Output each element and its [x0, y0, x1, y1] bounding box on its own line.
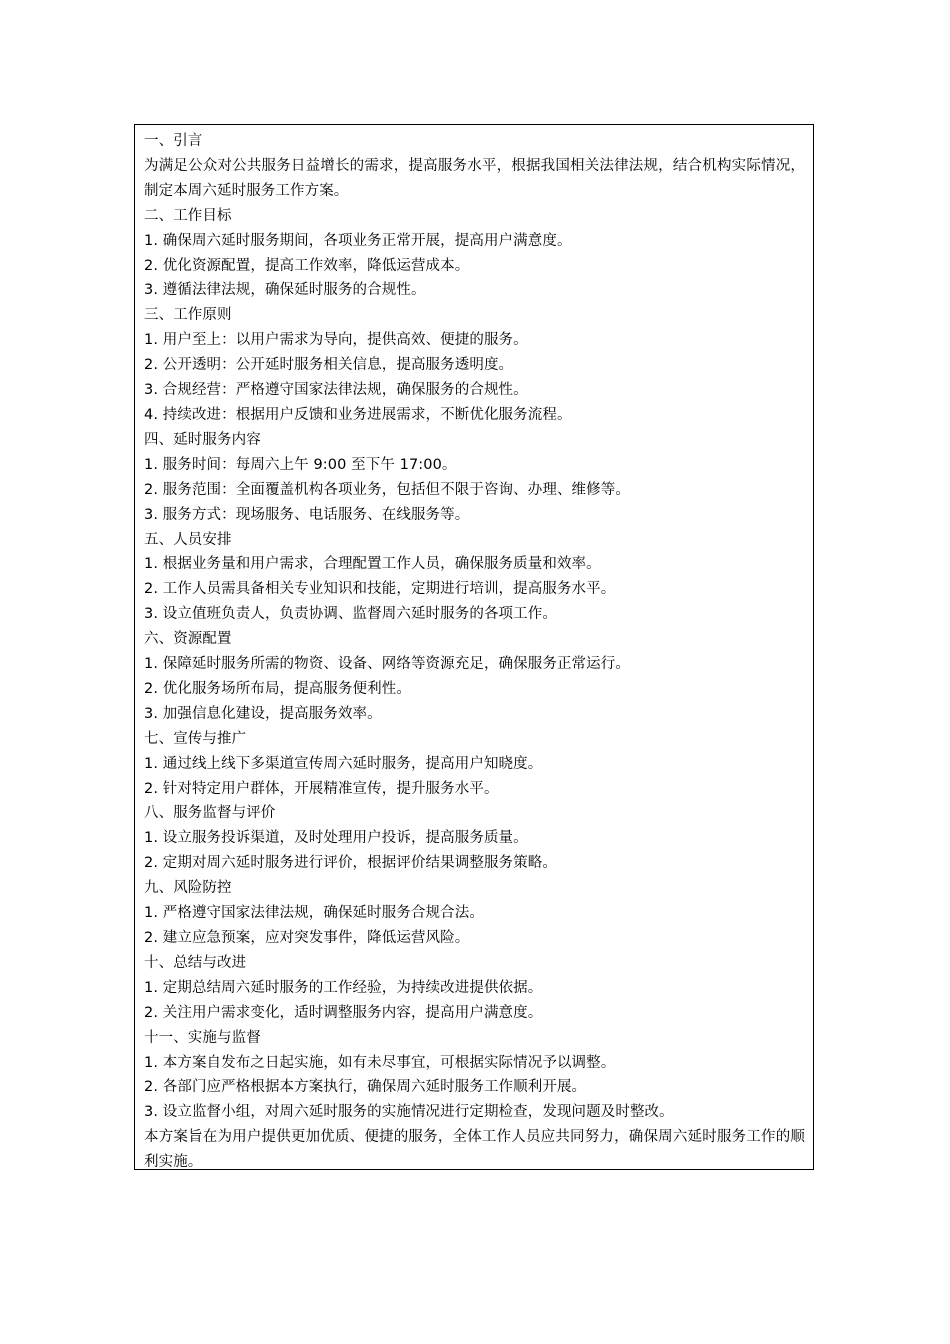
document-line: 二、工作目标 — [144, 207, 232, 224]
document-line: 十、总结与改进 — [144, 954, 247, 971]
document-table-cell — [134, 124, 814, 1170]
document-line: 2. 各部门应严格根据本方案执行，确保周六延时服务工作顺利开展。 — [144, 1079, 587, 1096]
document-line: 一、引言 — [144, 133, 203, 149]
document-body — [144, 129, 805, 1175]
document-line: 三、工作原则 — [144, 307, 232, 324]
document-line: 1. 根据业务量和用户需求，合理配置工作人员，确保服务质量和效率。 — [144, 556, 601, 573]
document-line: 2. 工作人员需具备相关专业知识和技能，定期进行培训，提高服务水平。 — [144, 581, 616, 598]
document-line: 3. 设立值班负责人，负责协调、监督周六延时服务的各项工作。 — [144, 606, 557, 623]
document-line: 3. 遵循法律法规，确保延时服务的合规性。 — [144, 282, 426, 299]
document-line: 3. 加强信息化建设，提高服务效率。 — [144, 705, 382, 722]
document-line: 1. 设立服务投诉渠道，及时处理用户投诉，提高服务质量。 — [144, 830, 528, 847]
document-line: 1. 用户至上：以用户需求为导向，提供高效、便捷的服务。 — [144, 332, 528, 349]
document-line: 2. 公开透明：公开延时服务相关信息，提高服务透明度。 — [144, 357, 514, 374]
document-line: 1. 定期总结周六延时服务的工作经验，为持续改进提供依据。 — [144, 979, 543, 996]
document-line: 为满足公众对公共服务日益增长的需求，提高服务水平，根据我国相关法律法规，结合机构实际情况，制定本周六延时服务工作方案。 — [144, 157, 805, 199]
document-line: 2. 服务范围：全面覆盖机构各项业务，包括但不限于咨询、办理、维修等。 — [144, 481, 630, 498]
document-line: 2. 针对特定用户群体，开展精准宣传，提升服务水平。 — [144, 780, 499, 797]
document-line: 九、风险防控 — [144, 880, 232, 897]
document-line: 五、人员安排 — [144, 531, 232, 548]
document-line: 3. 服务方式：现场服务、电话服务、在线服务等。 — [144, 506, 470, 523]
document-line: 4. 持续改进：根据用户反馈和业务进展需求，不断优化服务流程。 — [144, 406, 572, 423]
document-line: 1. 保障延时服务所需的物资、设备、网络等资源充足，确保服务正常运行。 — [144, 656, 630, 673]
document-line: 2. 优化资源配置，提高工作效率，降低运营成本。 — [144, 257, 470, 274]
document-line: 1. 严格遵守国家法律法规，确保延时服务合规合法。 — [144, 905, 484, 922]
document-line: 四、延时服务内容 — [144, 431, 261, 448]
document-line: 1. 确保周六延时服务期间，各项业务正常开展，提高用户满意度。 — [144, 232, 572, 249]
document-line: 2. 优化服务场所布局，提高服务便利性。 — [144, 680, 411, 697]
document-line: 2. 定期对周六延时服务进行评价，根据评价结果调整服务策略。 — [144, 855, 557, 872]
document-line: 六、资源配置 — [144, 631, 232, 648]
document-line: 2. 建立应急预案，应对突发事件，降低运营风险。 — [144, 930, 470, 946]
document-line: 1. 本方案自发布之日起实施，如有未尽事宜，可根据实际情况予以调整。 — [144, 1054, 616, 1071]
document-line: 1. 服务时间：每周六上午 9:00 至下午 17:00。 — [144, 456, 457, 473]
document-line: 3. 合规经营：严格遵守国家法律法规，确保服务的合规性。 — [144, 382, 528, 399]
document-line: 2. 关注用户需求变化，适时调整服务内容，提高用户满意度。 — [144, 1004, 543, 1021]
document-line: 1. 通过线上线下多渠道宣传周六延时服务，提高用户知晓度。 — [144, 755, 543, 772]
document-line: 本方案旨在为用户提供更加优质、便捷的服务，全体工作人员应共同努力，确保周六延时服务工作的顺利实施。 — [144, 1129, 805, 1171]
document-line: 七、宣传与推广 — [144, 730, 247, 747]
document-line: 十一、实施与监督 — [144, 1029, 261, 1046]
document-line: 3. 设立监督小组，对周六延时服务的实施情况进行定期检查，发现问题及时整改。 — [144, 1104, 674, 1121]
document-line: 八、服务监督与评价 — [144, 805, 276, 822]
